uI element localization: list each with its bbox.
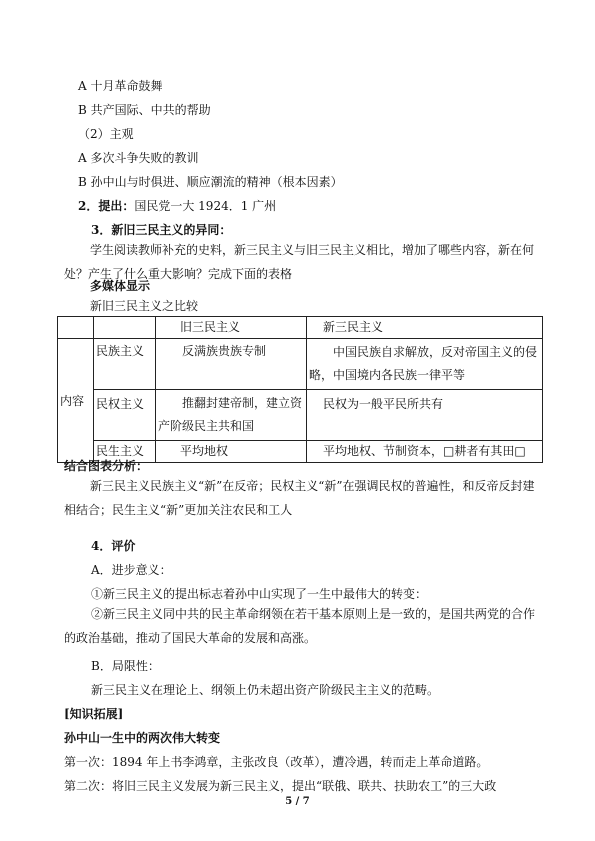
text-span: 国民党一大 1924．1 广州 bbox=[134, 199, 277, 213]
evaluation-b1: 新三民主义在理论上、纲领上仍未超出资产阶级民主主义的范畴。 bbox=[91, 683, 440, 697]
text-line: B 孙中山与时俱进、顺应潮流的精神（根本因素） bbox=[78, 175, 343, 189]
row-name: 民族主义 bbox=[94, 339, 156, 390]
row-new: 平均地权、节制资本，□耕者有其田□ bbox=[307, 441, 543, 463]
header-new: 新三民主义 bbox=[307, 317, 543, 339]
table-row bbox=[58, 390, 543, 441]
evaluation-a1: ①新三民主义的提出标志着孙中山实现了一生中最伟大的转变： bbox=[91, 587, 428, 601]
section-heading: 3．新旧三民主义的异同： bbox=[91, 223, 232, 237]
table-header-row bbox=[58, 317, 543, 339]
row-new: 中国民族自求解放，反对帝国主义的侵略，中国境内各民族一律平等 bbox=[307, 339, 543, 390]
text-line: A 十月革命鼓舞 bbox=[78, 79, 163, 93]
extension-title: [知识拓展] bbox=[64, 707, 124, 721]
row-name: 民生主义 bbox=[94, 441, 156, 463]
text-line: B 共产国际、中共的帮助 bbox=[78, 103, 211, 117]
analysis-title: 结合图表分析： bbox=[64, 459, 149, 473]
extension-first: 第一次：1894 年上书李鸿章，主张改良（改革），遭冷遇，转而走上革命道路。 bbox=[64, 755, 489, 769]
media-heading: 多媒体显示 bbox=[90, 279, 151, 293]
section-heading: 2．提出： bbox=[78, 199, 135, 213]
row-group-label: 内容 bbox=[58, 339, 94, 463]
evaluation-b: B．局限性： bbox=[91, 659, 160, 673]
extension-subtitle: 孙中山一生中的两次伟大转变 bbox=[64, 731, 221, 745]
table-cell-empty bbox=[58, 317, 94, 339]
text-line: A 多次斗争失败的教训 bbox=[78, 151, 199, 165]
evaluation-a2: ②新三民主义同中共的民主革命纲领在若干基本原则上是一致的，是国共两党的合作的政治基础，推动了国民大革命的发展和高涨。 bbox=[64, 607, 536, 645]
evaluation-a: A．进步意义： bbox=[91, 563, 172, 577]
row-new: 民权为一般平民所共有 bbox=[307, 390, 543, 441]
text-line: （2）主观 bbox=[78, 127, 134, 141]
analysis-text: 新三民主义民族主义“新”在反帝；民权主义“新”在强调民权的普遍性，和反帝反封建相结合；民生主义“新”更加关注农民和工人 bbox=[64, 479, 535, 517]
row-name: 民权主义 bbox=[94, 390, 156, 441]
row-old: 反满族贵族专制 bbox=[156, 339, 307, 390]
evaluation-title: 4．评价 bbox=[91, 539, 136, 553]
table-caption: 新旧三民主义之比较 bbox=[90, 299, 199, 313]
table-row bbox=[58, 339, 543, 390]
row-old: 推翻封建帝制，建立资产阶级民主共和国 bbox=[156, 390, 307, 441]
page-number: 5 / 7 bbox=[285, 796, 310, 807]
extension-second: 第二次：将旧三民主义发展为新三民主义，提出“联俄、联共、扶助农工”的三大政 bbox=[64, 779, 497, 793]
header-old: 旧三民主义 bbox=[156, 317, 307, 339]
row-old: 平均地权 bbox=[156, 441, 307, 463]
table-cell-empty bbox=[94, 317, 156, 339]
paragraph: 学生阅读教师补充的史料，新三民主义与旧三民主义相比，增加了哪些内容，新在何处？产生了什么重大影响？完成下面的表格 bbox=[64, 243, 535, 281]
comparison-table bbox=[57, 316, 543, 463]
text-line bbox=[78, 198, 548, 214]
